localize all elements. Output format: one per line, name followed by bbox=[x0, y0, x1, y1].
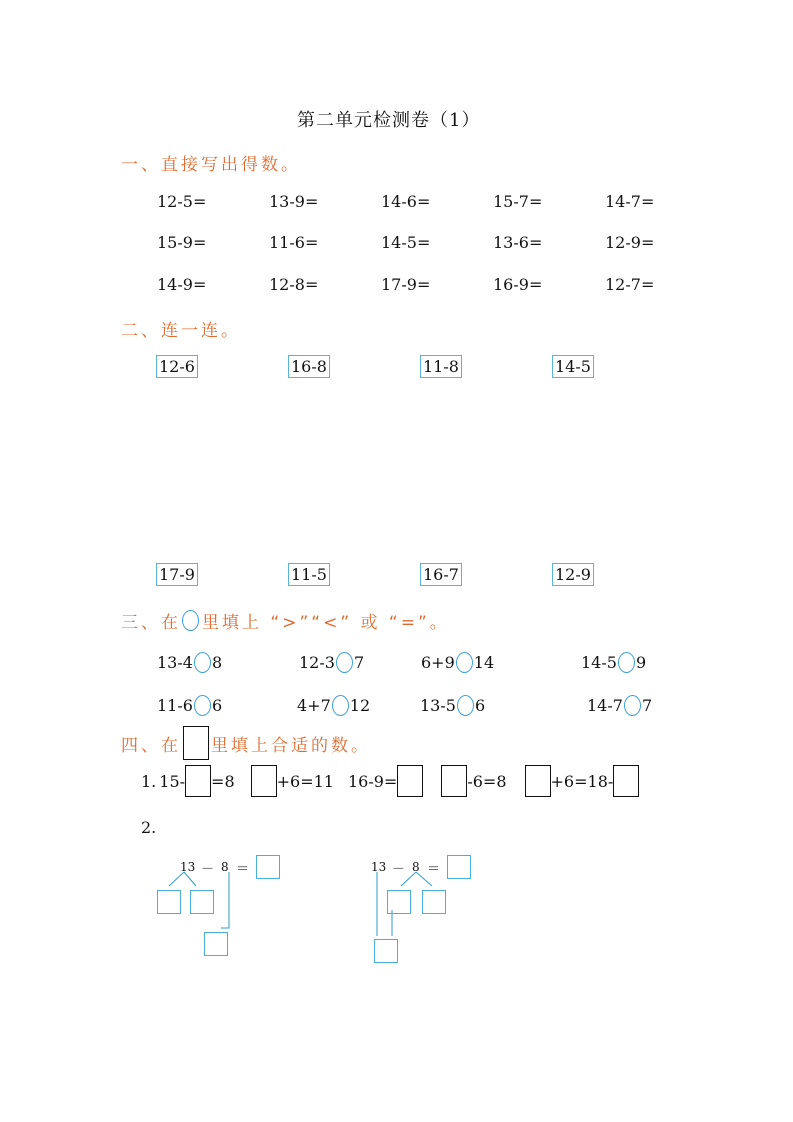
compare-circle-blank[interactable] bbox=[456, 652, 473, 673]
diagram-number: 13 bbox=[371, 860, 387, 874]
compare-item bbox=[157, 695, 222, 716]
answer-box[interactable] bbox=[251, 765, 277, 797]
equation: 13-6= bbox=[493, 233, 543, 252]
fill-part: +6=18- bbox=[550, 771, 614, 791]
equation: 13-9= bbox=[269, 192, 319, 211]
answer-box[interactable] bbox=[525, 765, 551, 797]
compare-right: 7 bbox=[641, 696, 653, 715]
answer-box[interactable] bbox=[185, 765, 211, 797]
split-box[interactable] bbox=[422, 890, 446, 914]
compare-circle-blank[interactable] bbox=[624, 695, 641, 716]
compare-circle-blank[interactable] bbox=[194, 652, 211, 673]
diagram-operator: ＝ bbox=[236, 862, 250, 877]
compare-item bbox=[297, 695, 370, 716]
equation: 15-7= bbox=[493, 192, 543, 211]
section-3-heading-end: 里填上 “>”“<” 或 “=”。 bbox=[202, 613, 450, 633]
compare-item bbox=[421, 652, 494, 673]
split-box[interactable] bbox=[157, 890, 181, 914]
compare-right: 8 bbox=[211, 653, 223, 672]
page-title: 第二单元检测卷（1） bbox=[297, 110, 481, 131]
split-box[interactable] bbox=[387, 890, 411, 914]
answer-box[interactable] bbox=[204, 932, 228, 956]
question-number: 1. bbox=[141, 771, 157, 791]
question-number: 2. bbox=[141, 818, 157, 837]
equation: 14-7= bbox=[605, 192, 655, 211]
answer-box[interactable] bbox=[613, 765, 639, 797]
fill-part: 16-9= bbox=[347, 771, 398, 791]
answer-box[interactable] bbox=[256, 855, 280, 879]
fill-part: +6=11 bbox=[276, 771, 334, 791]
compare-item bbox=[581, 652, 646, 673]
compare-circle-blank[interactable] bbox=[194, 695, 211, 716]
match-bottom-box[interactable]: 17-9 bbox=[156, 563, 198, 586]
answer-box[interactable] bbox=[397, 765, 423, 797]
compare-left: 6+9 bbox=[421, 653, 455, 672]
equation: 12-7= bbox=[605, 275, 655, 294]
diagram-number: 8 bbox=[412, 860, 420, 874]
section-3-heading-start: 三、在 bbox=[121, 613, 181, 633]
equation: 17-9= bbox=[381, 275, 431, 294]
compare-left: 11-6 bbox=[157, 696, 193, 715]
compare-right: 6 bbox=[211, 696, 223, 715]
compare-right: 7 bbox=[353, 653, 365, 672]
compare-circle-blank[interactable] bbox=[457, 695, 474, 716]
match-top-box[interactable]: 11-8 bbox=[420, 355, 462, 378]
compare-circle-blank[interactable] bbox=[332, 695, 349, 716]
answer-box[interactable] bbox=[447, 855, 471, 879]
match-bottom-box[interactable]: 11-5 bbox=[288, 563, 330, 586]
equation: 11-6= bbox=[269, 233, 319, 252]
match-bottom-box[interactable]: 16-7 bbox=[420, 563, 462, 586]
section-3-heading bbox=[121, 608, 450, 633]
section-2-heading: 二、连一连。 bbox=[121, 321, 241, 341]
equation: 12-8= bbox=[269, 275, 319, 294]
fill-blank-row bbox=[141, 765, 639, 797]
compare-circle-blank[interactable] bbox=[618, 652, 635, 673]
match-top-box[interactable]: 16-8 bbox=[288, 355, 330, 378]
compare-right: 6 bbox=[474, 696, 486, 715]
diagram-operator: － bbox=[201, 862, 215, 877]
diagram-number: 8 bbox=[221, 860, 229, 874]
compare-circle-blank[interactable] bbox=[336, 652, 353, 673]
section-4-heading bbox=[121, 726, 371, 760]
compare-item bbox=[299, 652, 364, 673]
compare-left: 4+7 bbox=[297, 696, 331, 715]
equation: 12-5= bbox=[157, 192, 207, 211]
section-4-heading-start: 四、在 bbox=[121, 735, 181, 756]
diagram-operator: ＝ bbox=[427, 862, 441, 877]
compare-item bbox=[157, 652, 222, 673]
compare-left: 12-3 bbox=[299, 653, 335, 672]
compare-item bbox=[587, 695, 652, 716]
match-top-box[interactable]: 14-5 bbox=[552, 355, 594, 378]
answer-box[interactable] bbox=[374, 939, 398, 963]
diagram-operator: － bbox=[392, 862, 406, 877]
compare-right: 9 bbox=[635, 653, 647, 672]
fill-part: 15- bbox=[159, 771, 186, 791]
match-bottom-box[interactable]: 12-9 bbox=[552, 563, 594, 586]
compare-left: 13-5 bbox=[420, 696, 456, 715]
equation: 14-9= bbox=[157, 275, 207, 294]
fill-part: =8 bbox=[211, 771, 235, 791]
match-top-box[interactable]: 12-6 bbox=[156, 355, 198, 378]
compare-left: 14-7 bbox=[587, 696, 623, 715]
compare-left: 14-5 bbox=[581, 653, 617, 672]
compare-right: 12 bbox=[349, 696, 371, 715]
section-1-heading: 一、直接写出得数。 bbox=[121, 155, 301, 175]
equation: 16-9= bbox=[493, 275, 543, 294]
equation: 14-6= bbox=[381, 192, 431, 211]
circle-icon bbox=[182, 610, 199, 631]
fill-part: -6=8 bbox=[467, 771, 507, 791]
compare-item bbox=[420, 695, 485, 716]
equation: 15-9= bbox=[157, 233, 207, 252]
answer-box[interactable] bbox=[441, 765, 467, 797]
square-icon bbox=[183, 726, 209, 760]
compare-left: 13-4 bbox=[157, 653, 193, 672]
section-4-heading-end: 里填上合适的数。 bbox=[211, 735, 371, 756]
equation: 14-5= bbox=[381, 233, 431, 252]
split-box[interactable] bbox=[190, 890, 214, 914]
compare-right: 14 bbox=[473, 653, 495, 672]
diagram-number: 13 bbox=[180, 860, 196, 874]
equation: 12-9= bbox=[605, 233, 655, 252]
